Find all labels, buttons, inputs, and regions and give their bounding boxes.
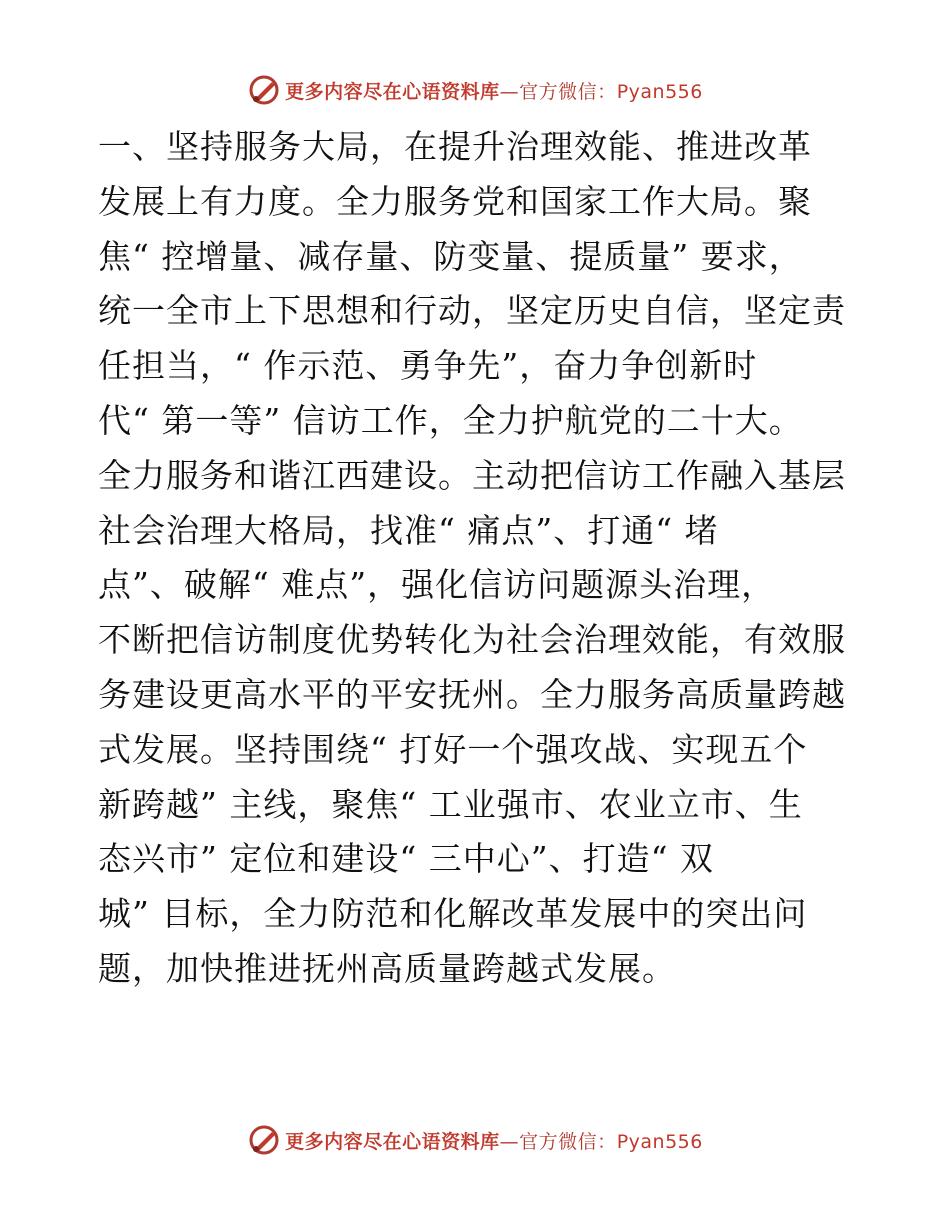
body-line: 式发展。坚持围绕“ 打好一个强攻战、实现五个: [98, 729, 808, 769]
watermark-text: [285, 77, 703, 104]
document-body: [98, 120, 858, 997]
body-line: 新跨越” 主线，聚焦“ 工业强市、农业立市、生: [98, 784, 803, 824]
body-line: 一、坚持服务大局，在提升治理效能、推进改革: [98, 127, 812, 166]
brush-logo-icon: [247, 73, 281, 107]
body-line: 全力服务和谐江西建设。主动把信访工作融入基层: [98, 455, 846, 495]
body-line: 社会治理大格局，找准“ 痛点”、打通“ 堵: [98, 510, 719, 550]
watermark-dash: —: [499, 80, 520, 103]
watermark-wechat-id: Pyan556: [616, 80, 703, 103]
footer-watermark-banner: [0, 1120, 950, 1160]
watermark-site-name: 更多内容尽在心语资料库: [285, 1130, 500, 1153]
body-line: 不断把信访制度优势转化为社会治理效能，有效服: [98, 620, 846, 660]
watermark-dash: —: [499, 1130, 520, 1153]
header-watermark-banner: [0, 70, 950, 110]
body-line: 点”、破解“ 难点”，强化信访问题源头治理，: [98, 565, 776, 605]
body-line: 代“ 第一等” 信访工作，全力护航党的二十大。: [98, 400, 803, 440]
body-line: 题，加快推进抚州高质量跨越式发展。: [98, 948, 676, 988]
watermark-wechat-label: 官方微信：: [519, 80, 617, 103]
body-line: 任担当，“ 作示范、勇争先”，奋力争创新时: [98, 346, 758, 386]
watermark-text: [285, 1127, 703, 1154]
brush-logo-icon: [247, 1123, 281, 1157]
watermark-wechat-label: 官方微信：: [519, 1130, 617, 1153]
body-line: 态兴市” 定位和建设“ 三中心”、打造“ 双: [98, 839, 714, 879]
body-line: 焦“ 控增量、减存量、防变量、提质量” 要求，: [98, 236, 803, 276]
body-line: 务建设更高水平的平安抚州。全力服务高质量跨越: [98, 674, 846, 714]
body-line: 发展上有力度。全力服务党和国家工作大局。聚: [98, 181, 812, 221]
watermark-wechat-id: Pyan556: [616, 1130, 703, 1153]
watermark-site-name: 更多内容尽在心语资料库: [285, 80, 500, 103]
body-line: 统一全市上下思想和行动，坚定历史自信，坚定责: [98, 291, 846, 331]
body-line: 城” 目标，全力防范和化解改革发展中的突出问: [98, 894, 808, 934]
